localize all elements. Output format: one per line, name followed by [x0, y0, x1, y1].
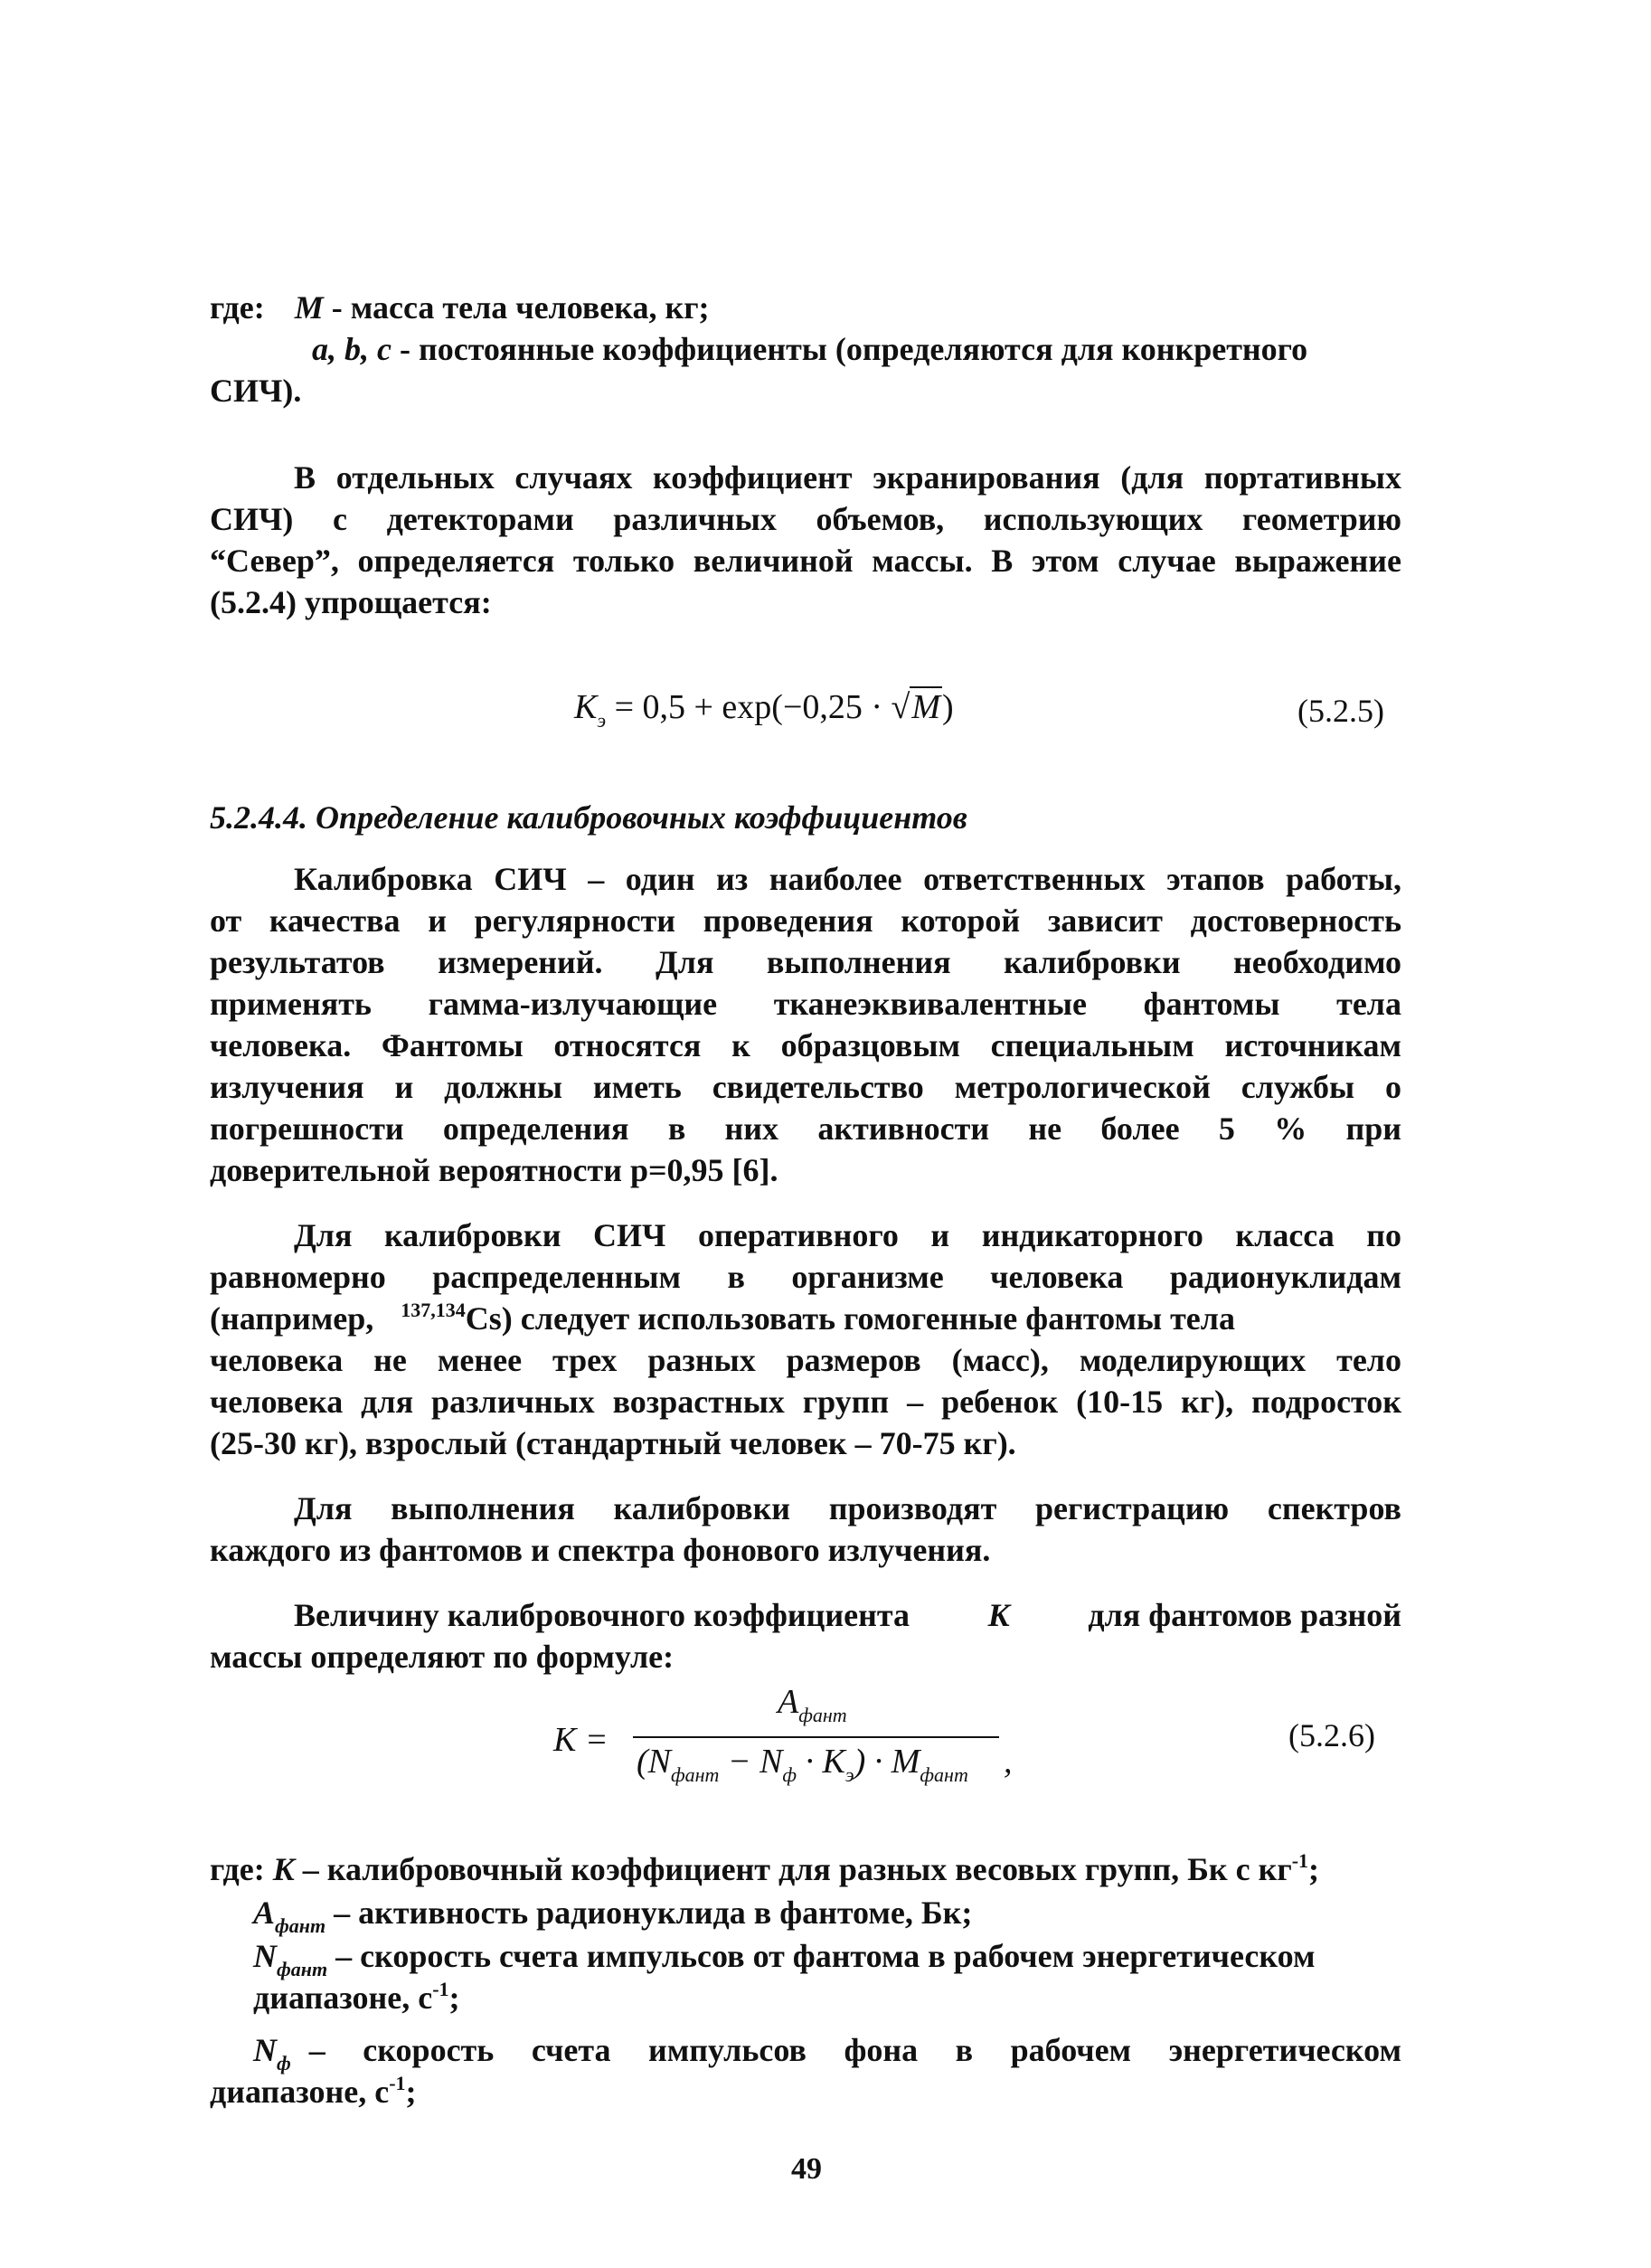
numerator-sub: фант — [798, 1704, 847, 1726]
den-open: (N — [637, 1743, 671, 1781]
formula-k: K — [574, 688, 598, 726]
where-line-sich — [210, 371, 301, 411]
para5-line-1 — [294, 1595, 1401, 1635]
where-line-mass — [210, 288, 710, 327]
definition-n-background-cont — [210, 2072, 417, 2116]
formula-trailing-comma: , — [1004, 1743, 1013, 1781]
def-var-a: A — [253, 1895, 276, 1931]
formula-k-sub: э — [597, 709, 607, 732]
def-k-text: – калибровочный коэффициент для разных весовых групп, Бк с кг — [302, 1851, 1292, 1887]
para1-line-1: В отдельных случаях коэффициент экранирования (для портативных — [294, 459, 1401, 496]
where-line-constants — [312, 329, 1307, 369]
den-dot: · K — [805, 1743, 845, 1781]
def-n-phantom-sub: фант — [277, 1958, 328, 1980]
para2-line-5: человека. Фантомы относятся к образцовым специальным источникам — [210, 1027, 1401, 1063]
def-var-n-phantom: N — [253, 1938, 277, 1974]
section-heading: 5.2.4.4. Определение калибровочных коэффициентов — [210, 799, 967, 836]
para5-suffix: для фантомов разной — [1088, 1597, 1401, 1633]
formula-5-2-5: $K_э = 0,5 + \exp(-0,25 \cdot √M)$ — [574, 688, 954, 732]
para2-line-3: результатов измерений. Для выполнения калибровки необходимо — [210, 944, 1401, 980]
def-where: где: — [210, 1851, 265, 1887]
definition-k — [210, 1849, 1319, 1894]
den-sub-3: э — [844, 1763, 854, 1786]
para3-line-4: человека не менее трех разных размеров (масс), моделирующих тело — [210, 1342, 1401, 1378]
definition-n-background — [253, 2030, 1401, 2074]
numerator-a: A — [778, 1683, 799, 1721]
var-m: M — [294, 289, 324, 326]
formula-sqrt-arg: M — [911, 688, 941, 726]
para2-line-7: погрешности определения в них активности не более 5 % при — [210, 1110, 1401, 1147]
fraction-denominator — [637, 1742, 968, 1786]
para1-line-2: СИЧ) с детекторами различных объемов, использующих геометрию — [210, 501, 1401, 537]
equation-number-5-2-6: (5.2.6) — [1288, 1717, 1375, 1753]
den-close: ) · M — [854, 1743, 920, 1781]
den-sub-2: ф — [782, 1763, 797, 1786]
where-label: где: — [210, 289, 265, 326]
definition-a — [253, 1893, 972, 1937]
para4-line-1: Для выполнения калибровки производят регистрацию спектров — [294, 1490, 1401, 1526]
page-number: 49 — [791, 2152, 822, 2186]
para2-line-1: Калибровка СИЧ – один из наиболее ответственных этапов работы, — [294, 861, 1401, 897]
fraction-numerator — [778, 1682, 847, 1726]
formula-close: ) — [942, 688, 954, 726]
def-n-phantom-cont-text: диапазоне, с — [253, 1980, 433, 2016]
def-n-phantom-sup: -1 — [432, 1978, 449, 2000]
def-n-phantom-end: ; — [448, 1980, 460, 2016]
para5-line-2: массы определяют по формуле: — [210, 1639, 675, 1675]
para2-line-6: излучения и должны иметь свидетельство метрологической службы о — [210, 1069, 1401, 1105]
def-n-bg-end: ; — [405, 2074, 417, 2110]
def-a-text: – активность радионуклида в фантоме, Бк; — [334, 1895, 973, 1931]
definition-n-phantom-cont — [253, 1978, 460, 2022]
para3-line-5: человека для различных возрастных групп – ребенок (10-15 кг), подросток — [210, 1384, 1401, 1420]
para1-line-3: “Север”, определяется только величиной массы. В этом случае выражение — [210, 543, 1401, 579]
example-prefix: (например, — [210, 1300, 374, 1337]
para2-line-2: от качества и регулярности проведения которой зависит достоверность — [210, 902, 1401, 939]
para3-line-3 — [210, 1299, 1401, 1343]
def-var-k: K — [272, 1851, 295, 1887]
den-sub-1: фант — [671, 1763, 720, 1786]
den-sub-4: фант — [920, 1763, 968, 1786]
def-a-sub: фант — [275, 1914, 326, 1937]
def-n-bg-sub: ф — [277, 2052, 291, 2074]
definition-n-phantom — [253, 1936, 1315, 1980]
var-k: K — [987, 1597, 1010, 1633]
para2-line-8: доверительной вероятности p=0,95 [6]. — [210, 1152, 778, 1188]
fraction-bar — [633, 1736, 999, 1738]
para3-line-1: Для калибровки СИЧ оперативного и индикаторного класса по — [294, 1217, 1401, 1253]
para5-prefix: Величину калибровочного коэффициента — [294, 1597, 910, 1633]
den-mid: − N — [727, 1743, 783, 1781]
cs-rest: Cs) следует использовать гомогенные фантомы тела — [465, 1300, 1235, 1337]
vars-abc: a, b, c — [312, 331, 392, 367]
formula-rhs: = 0,5 + exp(−0,25 · — [614, 688, 883, 726]
def-var-n-bg: N — [253, 2032, 277, 2068]
def-n-phantom-text: – скорость счета импульсов от фантома в рабочем энергетическом — [335, 1938, 1316, 1974]
def-k-end: ; — [1308, 1851, 1320, 1887]
def-n-bg-text: – скорость счета импульсов фона в рабочем энергетическом — [308, 2032, 1401, 2068]
para1-line-4: (5.2.4) упрощается: — [210, 584, 492, 620]
cs-isotope-text — [401, 1299, 1401, 1343]
mass-definition: - масса тела человека, кг; — [331, 289, 710, 326]
para4-line-2: каждого из фантомов и спектра фонового излучения. — [210, 1532, 991, 1568]
sich-text: СИЧ). — [210, 373, 302, 409]
para3-line-6: (25-30 кг), взрослый (стандартный человек – 70-75 кг). — [210, 1425, 1016, 1461]
def-n-bg-symbol — [253, 2030, 291, 2074]
para2-line-4: применять гамма-излучающие тканеэквивалентные фантомы тела — [210, 986, 1401, 1022]
constants-definition: - постоянные коэффициенты (определяются для конкретного — [399, 331, 1308, 367]
formula-5-2-6-lhs: K = — [553, 1721, 609, 1759]
def-k-sup: -1 — [1291, 1849, 1309, 1872]
para3-line-2: равномерно распределенным в организме человека радионуклидам — [210, 1259, 1401, 1295]
equation-number-5-2-5: (5.2.5) — [1297, 693, 1384, 729]
def-n-bg-sup: -1 — [389, 2072, 406, 2094]
isotope-mass-numbers: 137,134 — [401, 1299, 466, 1321]
def-n-bg-cont-text: диапазоне, с — [210, 2074, 390, 2110]
